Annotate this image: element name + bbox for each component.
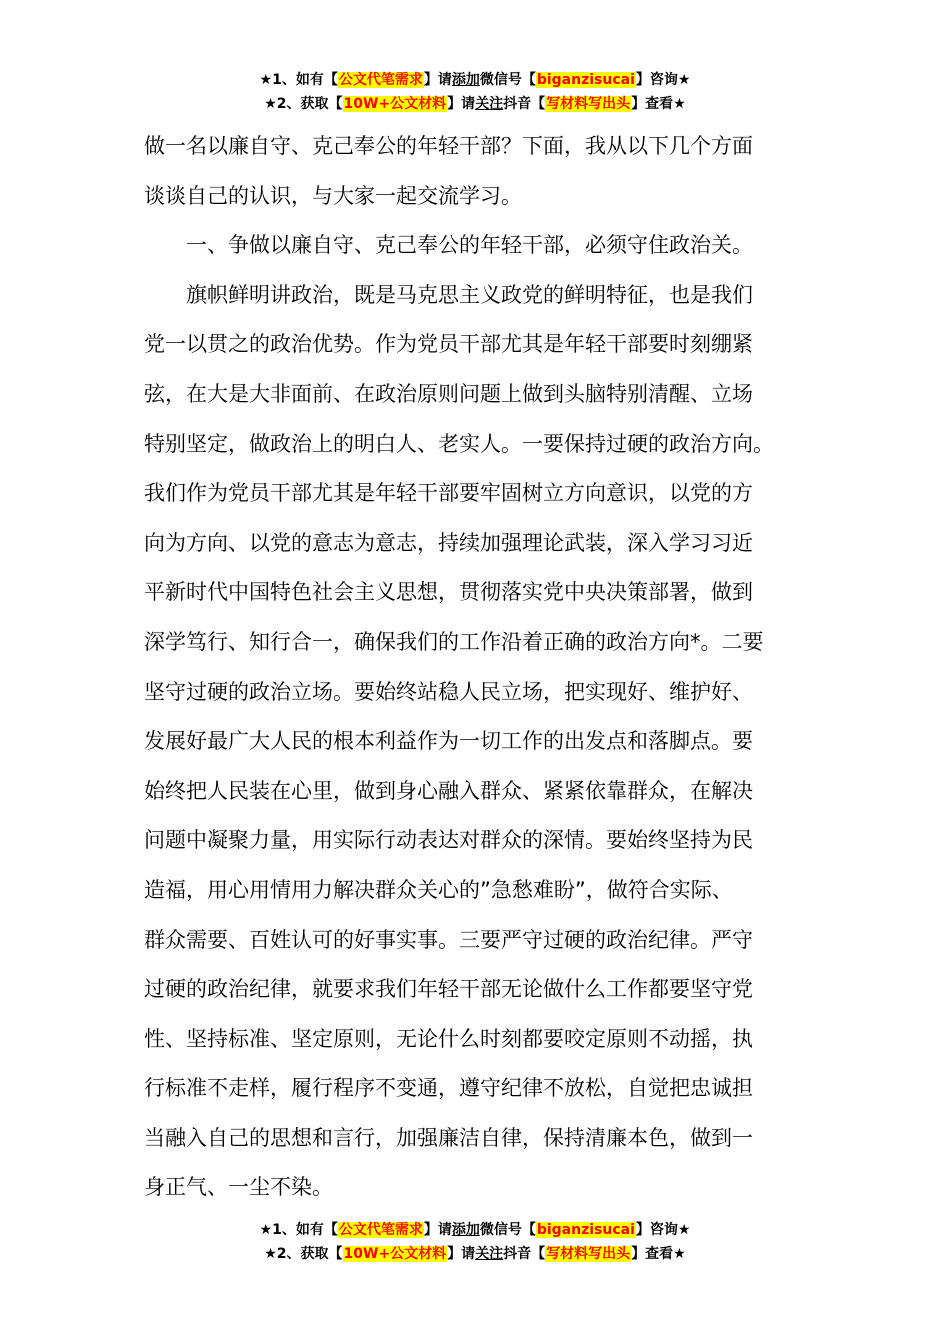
body-line: 做一名以廉自守、克己奉公的年轻干部？下面，我从以下几个方面	[144, 134, 753, 158]
footer-banner	[0, 1218, 950, 1266]
body-line: 向为方向、以党的意志为意志，持续加强理论武装，深入学习习近	[144, 530, 753, 555]
banner-line-1	[0, 1218, 950, 1242]
banner-douyin-id: 写材料写出头	[546, 1246, 631, 1262]
banner-text: 】咨询★	[635, 1222, 691, 1238]
banner-line-2	[0, 92, 950, 116]
banner-text: ★2、获取【	[264, 1246, 343, 1262]
document-body	[144, 122, 824, 1213]
banner-highlight: 公文代笔需求	[338, 1222, 423, 1238]
banner-text: 】请	[423, 1222, 452, 1238]
body-line: 造福，用心用情用力解决群众关心的”急愁难盼”，做符合实际、	[144, 877, 733, 902]
body-line: 党一以贯之的政治优势。作为党员干部尤其是年轻干部要时刻绷紧	[144, 332, 753, 357]
banner-line-1	[0, 68, 950, 92]
banner-highlight: 公文代笔需求	[338, 72, 423, 88]
banner-wechat-id: biganzisucai	[536, 1222, 635, 1238]
banner-text: ★1、如有【	[259, 72, 338, 88]
header-banner	[0, 68, 950, 116]
body-line: 深学笃行、知行合一，确保我们的工作沿着正确的政治方向*。二要	[144, 629, 764, 654]
banner-text: 微信号【	[479, 1222, 536, 1238]
body-line: 问题中凝聚力量，用实际行动表达对群众的深情。要始终坚持为民	[144, 828, 753, 853]
body-line: 性、坚持标准、坚定原则，无论什么时刻都要咬定原则不动摇，执	[144, 1026, 753, 1051]
banner-underlined: 关注	[475, 1246, 504, 1262]
body-line: 弦，在大是大非面前、在政治原则问题上做到头脑特别清醒、立场	[144, 381, 753, 406]
banner-underlined: 添加	[451, 72, 480, 88]
body-line: 旗帜鲜明讲政治，既是马克思主义政党的鲜明特征，也是我们	[186, 282, 753, 307]
body-line: 过硬的政治纪律，就要求我们年轻干部无论做什么工作都要坚守党	[144, 977, 753, 1002]
banner-text: ★2、获取【	[264, 96, 343, 112]
body-line: 始终把人民装在心里，做到身心融入群众、紧紧依靠群众，在解决	[144, 778, 753, 803]
banner-highlight: 10W+公文材料	[343, 96, 447, 112]
banner-douyin-id: 写材料写出头	[546, 96, 631, 112]
body-line: 我们作为党员干部尤其是年轻干部要牢固树立方向意识，以党的方	[144, 481, 753, 506]
banner-text: 】查看★	[631, 1246, 686, 1262]
banner-text: 】查看★	[631, 96, 686, 112]
banner-text: 抖音【	[503, 1246, 546, 1262]
banner-text: ★1、如有【	[259, 1222, 338, 1238]
banner-underlined: 关注	[475, 96, 504, 112]
body-line: 谈谈自己的认识，与大家一起交流学习。	[144, 183, 522, 208]
body-line: 行标准不走样，履行程序不变通，遵守纪律不放松，自觉把忠诚担	[144, 1076, 753, 1101]
body-line: 特别坚定，做政治上的明白人、老实人。一要保持过硬的政治方向。	[144, 431, 774, 456]
body-line: 平新时代中国特色社会主义思想，贯彻落实党中央决策部署，做到	[144, 580, 753, 605]
body-line: 发展好最广大人民的根本利益作为一切工作的出发点和落脚点。要	[144, 729, 753, 754]
body-line: 坚守过硬的政治立场。要始终站稳人民立场，把实现好、维护好、	[144, 679, 753, 704]
banner-text: 】咨询★	[635, 72, 691, 88]
banner-text: 】请	[447, 1246, 476, 1262]
banner-line-2	[0, 1242, 950, 1266]
body-line: 身正气、一尘不染。	[144, 1175, 333, 1200]
section-heading: 一、争做以廉自守、克己奉公的年轻干部，必须守住政治关。	[186, 233, 753, 258]
banner-text: 抖音【	[503, 96, 546, 112]
body-line: 当融入自己的思想和言行，加强廉洁自律，保持清廉本色，做到一	[144, 1125, 753, 1150]
banner-text: 】请	[447, 96, 476, 112]
banner-text: 微信号【	[479, 72, 536, 88]
banner-underlined: 添加	[451, 1222, 480, 1238]
banner-text: 】请	[423, 72, 452, 88]
banner-wechat-id: biganzisucai	[536, 72, 635, 88]
banner-highlight: 10W+公文材料	[343, 1246, 447, 1262]
body-line: 群众需要、百姓认可的好事实事。三要严守过硬的政治纪律。严守	[144, 927, 753, 952]
